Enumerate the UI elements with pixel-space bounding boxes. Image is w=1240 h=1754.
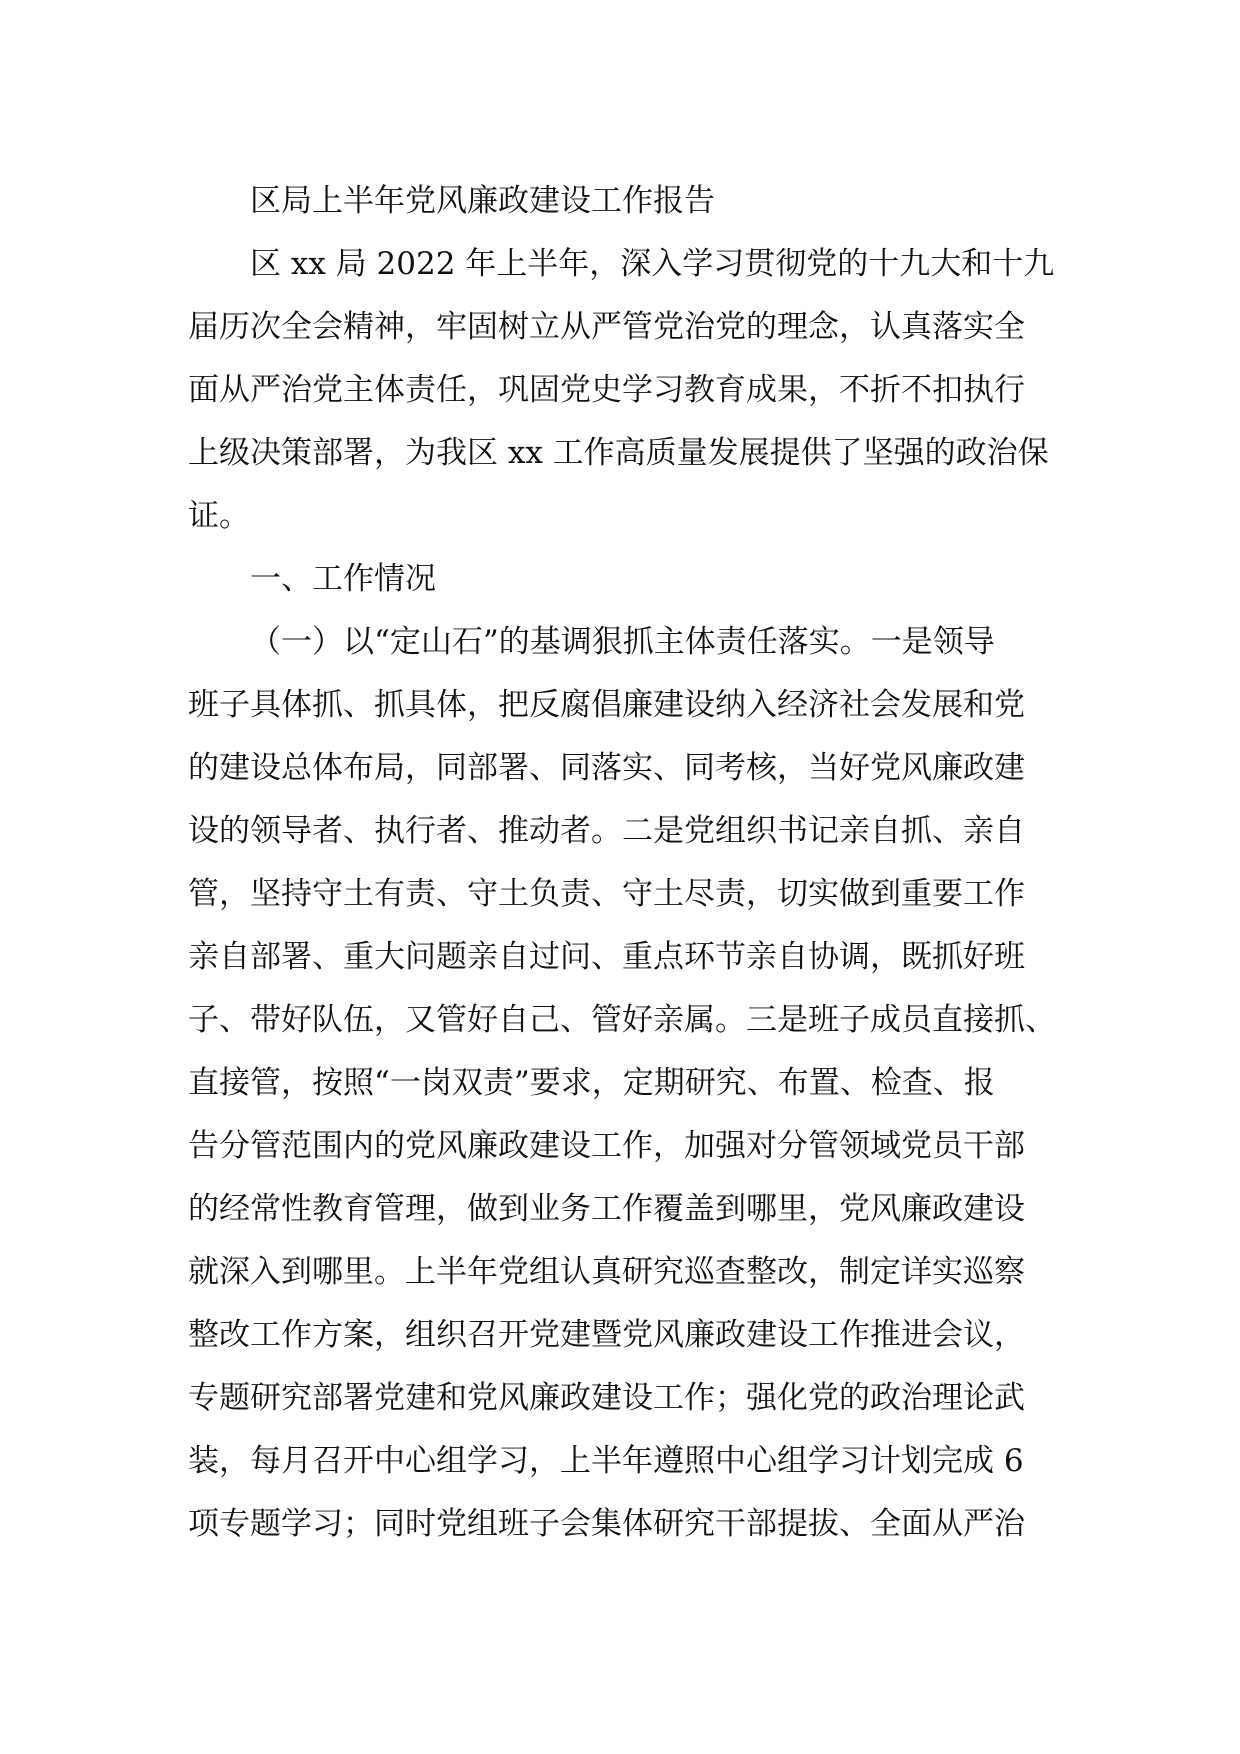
paragraph-line: 专题研究部署党建和党风廉政建设工作；强化党的政治理论武 bbox=[188, 1380, 1025, 1416]
document-title: 区局上半年党风廉政建设工作报告 bbox=[250, 183, 715, 219]
paragraph-line: 就深入到哪里。上半年党组认真研究巡查整改，制定详实巡察 bbox=[188, 1254, 1025, 1290]
paragraph-line: 上级决策部署，为我区 xx 工作高质量发展提供了坚强的政治保 bbox=[188, 435, 1049, 471]
paragraph-line: 的经常性教育管理，做到业务工作覆盖到哪里，党风廉政建设 bbox=[188, 1191, 1025, 1227]
section-heading: 一、工作情况 bbox=[250, 561, 436, 597]
paragraph-line: 的建设总体布局，同部署、同落实、同考核，当好党风廉政建 bbox=[188, 750, 1025, 786]
document-body bbox=[188, 170, 1068, 1556]
paragraph-line: （一）以“定山石”的基调狠抓主体责任落实。一是领导 bbox=[250, 624, 995, 660]
paragraph-line: 亲自部署、重大问题亲自过问、重点环节亲自协调，既抓好班 bbox=[188, 939, 1025, 975]
paragraph-line: 整改工作方案，组织召开党建暨党风廉政建设工作推进会议， bbox=[188, 1317, 1025, 1353]
paragraph-line: 区 xx 局 2022 年上半年，深入学习贯彻党的十九大和十九 bbox=[250, 246, 1055, 282]
paragraph-line: 证。 bbox=[188, 498, 250, 534]
paragraph-line: 直接管，按照“一岗双责”要求，定期研究、布置、检查、报 bbox=[188, 1065, 995, 1101]
paragraph-line: 告分管范围内的党风廉政建设工作，加强对分管领域党员干部 bbox=[188, 1128, 1025, 1164]
paragraph-line: 装，每月召开中心组学习，上半年遵照中心组学习计划完成 6 bbox=[188, 1443, 1024, 1479]
paragraph-line: 子、带好队伍，又管好自己、管好亲属。三是班子成员直接抓、 bbox=[188, 1002, 1056, 1038]
paragraph-line: 班子具体抓、抓具体，把反腐倡廉建设纳入经济社会发展和党 bbox=[188, 687, 1025, 723]
paragraph-line: 设的领导者、执行者、推动者。二是党组织书记亲自抓、亲自 bbox=[188, 813, 1025, 849]
paragraph-line: 届历次全会精神，牢固树立从严管党治党的理念，认真落实全 bbox=[188, 309, 1025, 345]
paragraph-line: 管，坚持守土有责、守土负责、守土尽责，切实做到重要工作 bbox=[188, 876, 1025, 912]
paragraph-line: 项专题学习；同时党组班子会集体研究干部提拔、全面从严治 bbox=[188, 1506, 1025, 1542]
paragraph-line: 面从严治党主体责任，巩固党史学习教育成果，不折不扣执行 bbox=[188, 372, 1025, 408]
